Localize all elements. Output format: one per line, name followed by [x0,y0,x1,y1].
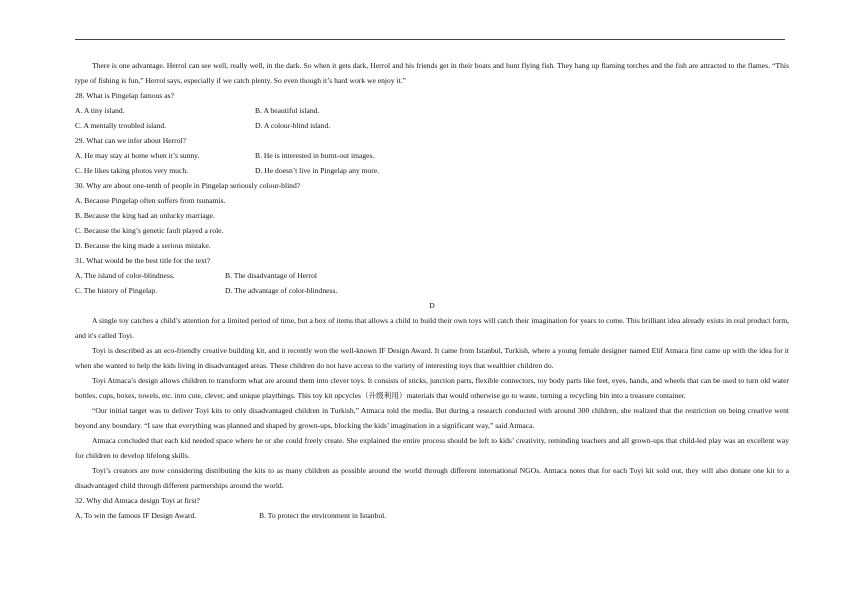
question-28-option-b: B. A beautiful island. [255,106,320,115]
question-28-option-c: C. A mentally troubled island. [75,121,167,130]
question-29-option-b: B. He is interested in burnt-out images. [255,151,375,160]
question-28-options-row-1 [75,103,789,118]
question-31-option-b: B. The disadvantage of Herrol [225,271,318,280]
question-31-options-row-1 [75,268,789,283]
question-28-options-row-2 [75,118,789,133]
question-31-option-c: C. The history of Pingelap. [75,286,158,295]
question-28-stem: 28. What is Pingelap famous as? [75,91,174,100]
question-31-stem: 31. What would be the best title for the text? [75,256,211,265]
question-31-options-row-2 [75,283,789,298]
question-29-options-row-1 [75,148,789,163]
question-32-stem: 32. Why did Atmaca design Toyi at first? [75,496,200,505]
question-29-option-a: A. He may stay at home when it’s sunny. [75,151,200,160]
passage-d-paragraph-6: Toyi’s creators are now considering distributing the kits to as many children as possible around the world through different international NGOs. Atmaca notes that for each Toyi kit sold out, they will also donate one kit to a disadvantaged child through different partnerships around the world. [75,466,789,490]
question-30-option-c: C. Because the king’s genetic fault played a role. [75,226,224,235]
question-32-option-a: A. To win the famous IF Design Award. [75,511,197,520]
question-28-option-a: A. A tiny island. [75,106,125,115]
question-29-option-c: C. He likes taking photos very much. [75,166,189,175]
passage-c-paragraph: There is one advantage. Herrol can see well, really well, in the dark. So when it gets dark, Herrol and his friends get in their boats and hunt flying fish. They hang up flaming torches and the fish are attracted to the flames. “This type of fishing is fun,” Herrol says, especially if we catch plenty. So even though it’s hard work we enjoy it.” [75,61,789,85]
question-32-options-row-1 [75,508,789,523]
question-29-option-d: D. He doesn’t live in Pingelap any more. [255,166,380,175]
question-30-option-b: B. Because the king had an unlucky marriage. [75,211,215,220]
passage-d-paragraph-5: Atmaca concluded that each kid needed space where he or she could freely create. She explained the entire process should be left to kids’ creativity, reminding teachers and all grown-ups that child-led play was an excellent way for children to develop lifelong skills. [75,436,789,460]
passage-d-paragraph-3: Toyi Atmaca’s design allows children to transform what are around them into clever toys. It consists of sticks, junction parts, flexible connectors, toy body parts like feet, eyes, hands, and wheels that can be used to turn old water bottles, cups, boxes, towels, etc. into cute, clever, and unique playthings. This toy kit upcycles（升级利用）materials that would otherwise go to waste, turning a recycling bin into a treasure container. [75,376,789,400]
question-29-stem: 29. What can we infer about Herrol? [75,136,186,145]
passage-d-paragraph-4: “Our initial target was to deliver Toyi kits to only disadvantaged children in Turkish,” Atmaca told the media. But during a research conducted with around 300 children, she realized that the restriction on being creative went beyond any boundary. “I saw that everything was planned and shaped by grown-ups, blocking the kids’ imagination in a significant way,” said Atmaca. [75,406,789,430]
question-30-option-a: A. Because Pingelap often suffers from tsunamis. [75,196,226,205]
question-32-option-b: B. To protect the environment in Istanbul. [259,511,387,520]
question-28-option-d: D. A colour-blind island. [255,121,331,130]
passage-d-paragraph-1: A single toy catches a child’s attention for a limited period of time, but a box of items that allows a child to build their own toys will catch their imagination for years to come. This brilliant idea already exists in real product form, and it's called Toyi. [75,316,789,340]
passage-d-paragraph-2: Toyi is described as an eco-friendly creative building kit, and it recently won the well-known IF Design Award. It came from Istanbul, Turkish, where a young female designer named Elif Atmaca first came up with the idea for it when she wanted to help the kids living in disadvantaged areas. These children do not have access to the variety of interesting toys that wealthier children do. [75,346,789,370]
question-30-stem: 30. Why are about one-tenth of people in Pingelap seriously colour-blind? [75,181,301,190]
question-31-option-d: D. The advantage of color-blindness. [225,286,338,295]
header-rule [75,39,785,40]
exam-content [75,58,789,523]
question-30-option-d: D. Because the king made a serious mistake. [75,241,211,250]
question-31-option-a: A. The island of color-blindness. [75,271,175,280]
question-29-options-row-2 [75,163,789,178]
section-d-title: D [429,301,435,310]
